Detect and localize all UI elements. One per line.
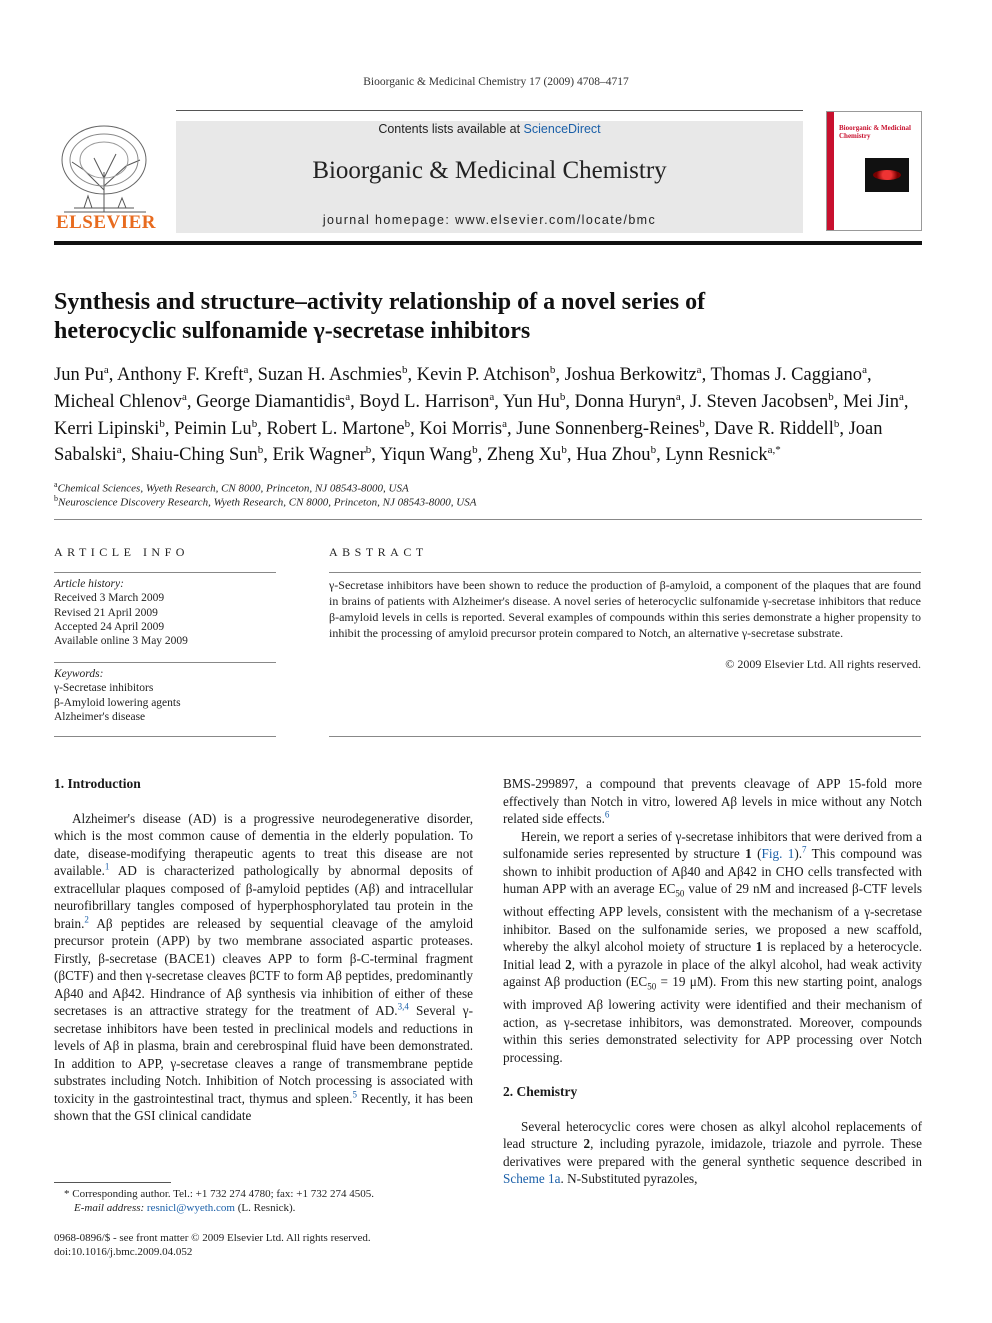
author-separator: , — [477, 445, 487, 466]
divider — [54, 662, 276, 663]
journal-title: Bioorganic & Medicinal Chemistry — [312, 157, 667, 184]
email-label: E-mail address: — [74, 1202, 147, 1214]
author-affiliation-mark: a — [502, 417, 508, 430]
affiliation-b-text: Neuroscience Discovery Research, Wyeth Research, CN 8000, Princeton, NJ 08543-8000, USA — [58, 496, 477, 509]
author-separator: , — [407, 365, 417, 386]
author-separator: , — [494, 391, 503, 412]
body-column-left — [54, 775, 473, 1125]
divider — [54, 572, 276, 573]
author-affiliation-mark: a,* — [767, 444, 781, 457]
affiliation-b-mark: b — [54, 494, 58, 503]
author-affiliation-mark: a — [243, 364, 249, 376]
intro-continued-paragraph — [503, 775, 922, 828]
header-thick-rule — [54, 241, 922, 245]
author-separator: , — [903, 391, 909, 412]
author-name[interactable]: Robert L. Martone — [266, 418, 405, 439]
structure-number: 1 — [755, 939, 763, 955]
text-run: This compound was shown to inhibit production of Aβ40 and Aβ42 in CHO cells transfected with human APP with an average EC — [503, 846, 922, 896]
author-name[interactable]: Joan Sabalski — [54, 418, 883, 466]
author-separator: , — [656, 445, 666, 466]
author-list — [54, 360, 922, 467]
structure-number: 2 — [565, 956, 572, 972]
author-name[interactable]: Thomas J. Caggiano — [710, 365, 863, 386]
affiliation-a — [54, 480, 922, 495]
author-separator: , — [248, 365, 258, 386]
author-separator: , — [410, 418, 420, 439]
author-affiliation-mark: b — [159, 417, 165, 430]
author-name[interactable]: Kevin P. Atchison — [416, 365, 550, 386]
corresponding-author-footnote — [54, 1187, 473, 1215]
article-history — [54, 577, 276, 648]
author-separator: , — [186, 391, 197, 412]
author-separator: , — [566, 445, 577, 466]
author-name[interactable]: Mei Jin — [842, 391, 899, 412]
author-separator: , — [565, 391, 575, 412]
author-affiliation-mark: b — [472, 444, 478, 457]
author-separator: , — [164, 418, 175, 439]
reference-link[interactable]: 5 — [352, 1089, 357, 1100]
text-run: = 19 μM). From this new starting point, analogs with improved Aβ lowering activity were identified and their mechanism of action, as γ-secretase inhibitors, was demonstrated. Moreover, compounds within this series demonstrated selectivity for APP processing over Notch processing. — [503, 974, 922, 1065]
title-line-1: Synthesis and structure–activity relationship of a novel series of — [54, 289, 706, 315]
text-run: Several γ-secretase inhibitors have been tested in preclinical models and reductions in levels of Aβ in plasma, brain and cerebrospinal fluid have been demonstrated. In addition to APP, γ-secretase cleaves a range of transmembrane peptide substrates including Notch. Inhibition of Notch processing is associated with toxicity in the gastrointestinal tract, thymus and spleen. — [54, 1003, 473, 1106]
affiliation-a-mark: a — [54, 480, 58, 489]
author-affiliation-mark: b — [549, 364, 556, 376]
author-name[interactable]: Suzan H. Aschmies — [257, 365, 402, 386]
author-affiliation-mark: b — [402, 364, 408, 376]
history-label: Article history: — [54, 578, 124, 590]
author-name[interactable]: Kerri Lipinski — [54, 418, 160, 439]
author-name[interactable]: Hua Zhou — [576, 445, 651, 466]
author-name[interactable]: Zheng Xu — [486, 445, 562, 466]
text-run: Several heterocyclic cores were chosen as alkyl alcohol replacements of lead structure — [503, 1118, 922, 1152]
journal-cover-thumbnail — [826, 111, 922, 231]
text-run: Herein, we report a series of γ-secretase inhibitors that were derived from a sulfonamide series represented by structure — [503, 828, 922, 861]
author-affiliation-mark: a — [862, 364, 867, 376]
author-affiliation-mark: a — [103, 364, 109, 376]
author-name[interactable]: Yun Hu — [502, 391, 560, 412]
revised-date: Revised 21 April 2009 — [54, 606, 158, 619]
author-affiliation-mark: b — [257, 444, 264, 457]
text-run: BMS-299897, a compound that prevents cleavage of APP 15-fold more effectively than Notch in vitro, lowered Aβ levels in mice without any Notch related side effects. — [503, 776, 922, 826]
author-separator: , — [350, 391, 360, 412]
subscript: 50 — [647, 981, 657, 992]
text-run: is replaced by a heterocycle. Initial lead — [503, 939, 922, 972]
subscript: 50 — [675, 888, 685, 899]
author-name[interactable]: Micheal Chlenov — [54, 391, 182, 412]
accepted-date: Accepted 24 April 2009 — [54, 620, 165, 633]
author-separator: , — [555, 365, 565, 386]
header-divider — [176, 110, 803, 111]
keyword-item: Alzheimer's disease — [54, 710, 146, 723]
text-run: Recently, it has been shown that the GSI clinical candidate — [54, 1090, 473, 1123]
text-run: AD is characterized pathologically by abnormal deposits of extracellular plaques composed of β-amyloid peptides (Aβ) and intracellular neurofibrillary tangles composed of hyperphosphorylated tau protein in the brain. — [54, 863, 473, 931]
introduction-heading: 1. Introduction — [54, 776, 141, 791]
author-name[interactable]: J. Steven Jacobsen — [690, 391, 829, 412]
author-affiliation-mark: a — [675, 390, 681, 403]
author-separator: , — [704, 418, 715, 439]
sciencedirect-link[interactable]: ScienceDirect — [523, 122, 601, 136]
abstract-copyright: © 2009 Elsevier Ltd. All rights reserved. — [725, 657, 921, 671]
author-separator: , — [701, 365, 711, 386]
reference-link[interactable]: 6 — [604, 809, 610, 820]
structure-number: 1 — [745, 846, 752, 861]
doi-link[interactable]: doi:10.1016/j.bmc.2009.04.052 — [54, 1246, 193, 1258]
author-name[interactable]: Yiqun Wang — [379, 445, 473, 466]
author-affiliation-mark: a — [489, 390, 495, 403]
text-run: ). — [794, 846, 803, 861]
text-run: ( — [751, 846, 762, 861]
reference-link[interactable]: 3,4 — [397, 1001, 409, 1012]
author-affiliation-mark: b — [650, 444, 657, 457]
footnote-rule — [54, 1182, 171, 1183]
keywords-label: Keywords: — [54, 668, 104, 680]
author-name[interactable]: Anthony F. Kreft — [117, 365, 244, 386]
structure-number: 2 — [583, 1136, 591, 1152]
reference-link[interactable]: 1 — [104, 861, 110, 872]
spacer — [503, 1066, 922, 1083]
author-name[interactable]: Joshua Berkowitz — [564, 365, 697, 386]
author-name[interactable]: Dave R. Riddell — [714, 418, 834, 439]
cover-image — [865, 158, 909, 192]
reference-link[interactable]: 2 — [84, 914, 89, 925]
author-affiliation-mark: a — [696, 364, 702, 376]
author-separator: , — [108, 365, 117, 386]
introduction-paragraph — [54, 810, 473, 1125]
keyword-item: β-Amyloid lowering agents — [54, 696, 181, 709]
text-run: Alzheimer's disease (AD) is a progressive neurodegenerative disorder, which is the most common cause of dementia in the elderly population. To date, disease-modifying therapeutic agents to treat this disease are not available. — [54, 810, 473, 878]
abstract-text: γ-Secretase inhibitors have been shown to reduce the production of β-amyloid, a component of the plaques that are found in brains of patients with Alzheimer's disease. A novel series of heterocyclic sulfonamide γ-secretase inhibitors that reduce β-amyloid levels in cells is reported. Several examples of compounds within this series demonstrate a higher propensity to inhibit the processing of amyloid precursor protein compared to Notch, an alternative γ-secretase substrate. — [329, 578, 921, 640]
journal-homepage-link[interactable]: journal homepage: www.elsevier.com/locate/bmc — [322, 213, 657, 227]
title-line-2: heterocyclic sulfonamide γ-secretase inhibitors — [54, 318, 531, 344]
author-affiliation-mark: a — [345, 390, 351, 403]
author-separator: , — [839, 418, 849, 439]
elsevier-wordmark: ELSEVIER — [55, 212, 157, 233]
text-run: Aβ peptides are released by sequential cleavage of the amyloid precursor protein (APP) by two membrane associated aspartic proteases. Firstly, β-secretase (BACE1) cleaves APP to form β-C-terminal fragment (βCTF) and then γ-secretase cleaves βCTF to form Aβ peptides, predominantly Aβ40 and Aβ42. Hindrance of Aβ synthesis via inhibition of either of these secretases is an attractive strategy for the treatment of AD. — [54, 915, 473, 1018]
chemistry-heading: 2. Chemistry — [503, 1084, 578, 1100]
reference-link[interactable]: 7 — [802, 844, 807, 855]
scheme-link[interactable]: Scheme 1a — [503, 1171, 561, 1187]
contents-line — [176, 122, 803, 136]
keywords — [54, 667, 276, 724]
author-separator: , — [680, 391, 691, 412]
abstract-heading: ABSTRACT — [329, 545, 428, 559]
online-date: Available online 3 May 2009 — [54, 635, 188, 648]
footnote-star: * — [64, 1188, 70, 1200]
author-affiliation-mark: b — [828, 390, 834, 403]
author-name[interactable]: June Sonnenberg-Reines — [516, 418, 700, 439]
email-suffix: (L. Resnick). — [234, 1202, 296, 1214]
email-link[interactable]: resnicl@wyeth.com — [146, 1202, 235, 1214]
article-info-heading: ARTICLE INFO — [54, 545, 189, 559]
cover-title: Bioorganic & Medicinal Chemistry — [839, 124, 911, 140]
herein-paragraph — [503, 828, 922, 1067]
author-affiliation-mark: b — [561, 444, 567, 457]
author-name[interactable]: Jun Pu — [54, 365, 104, 386]
author-name[interactable]: Boyd L. Harrison — [359, 391, 490, 412]
keyword-item: γ-Secretase inhibitors — [54, 682, 154, 695]
received-date: Received 3 March 2009 — [54, 592, 165, 605]
author-separator: , — [121, 445, 131, 466]
author-name[interactable]: Peimin Lu — [174, 418, 252, 439]
author-name[interactable]: Lynn Resnick — [665, 445, 768, 466]
affiliation-b — [54, 494, 922, 509]
author-separator: , — [833, 391, 843, 412]
text-run: , including pyrazole, imidazole, triazole and pyrrole. These derivatives were prepared with the general synthetic sequence described in — [503, 1136, 922, 1169]
corresponding-text: Corresponding author. Tel.: +1 732 274 4780; fax: +1 732 274 4505. — [69, 1188, 374, 1200]
author-separator: , — [507, 418, 517, 439]
text-run: value of 29 nM and increased β-CTF levels without effecting APP levels, consistent with the mechanism of a γ-secretase inhibitor. Based on the sulfonamide series, we proposed a new scaffold, whereby the alkyl alcohol moiety of structure — [503, 881, 922, 955]
contents-prefix: Contents lists available at — [378, 122, 524, 136]
author-separator: , — [257, 418, 267, 439]
author-affiliation-mark: b — [699, 417, 705, 430]
publication-meta — [54, 1231, 473, 1259]
affiliation-a-text: Chemical Sciences, Wyeth Research, CN 8000, Princeton, NJ 08543-8000, USA — [57, 482, 409, 495]
author-separator: , — [866, 365, 872, 386]
article-title — [54, 288, 922, 346]
journal-citation: Bioorganic & Medicinal Chemistry 17 (2009) 4708–4717 — [363, 76, 629, 88]
author-affiliation-mark: b — [251, 417, 258, 430]
author-separator: , — [263, 445, 273, 466]
author-name[interactable]: Donna Huryn — [574, 391, 676, 412]
author-affiliation-mark: b — [833, 417, 840, 430]
author-name[interactable]: Shaiu-Ching Sun — [130, 445, 258, 466]
figure-link[interactable]: Fig. 1 — [761, 846, 795, 861]
chemistry-paragraph — [503, 1118, 922, 1188]
author-affiliation-mark: b — [404, 417, 411, 430]
issn-line: 0968-0896/$ - see front matter © 2009 Elsevier Ltd. All rights reserved. — [54, 1232, 371, 1244]
author-separator: , — [371, 445, 380, 466]
author-affiliation-mark: a — [899, 390, 904, 403]
text-run: . N-Substituted pyrazoles, — [560, 1171, 698, 1187]
author-affiliation-mark: a — [181, 390, 187, 403]
divider — [54, 519, 922, 520]
author-affiliation-mark: b — [365, 444, 372, 457]
body-column-right — [503, 775, 922, 1188]
author-name[interactable]: Koi Morris — [419, 418, 503, 439]
divider — [329, 736, 921, 737]
divider — [54, 736, 276, 737]
author-name[interactable]: Erik Wagner — [272, 445, 366, 466]
text-run: , with a pyrazole in place of the alkyl alcohol, had weak activity against Aβ production (EC — [503, 956, 922, 990]
divider — [329, 572, 921, 573]
author-name[interactable]: George Diamantidis — [196, 391, 346, 412]
author-affiliation-mark: b — [559, 390, 566, 403]
cover-band — [827, 112, 834, 230]
author-affiliation-mark: a — [116, 444, 122, 457]
